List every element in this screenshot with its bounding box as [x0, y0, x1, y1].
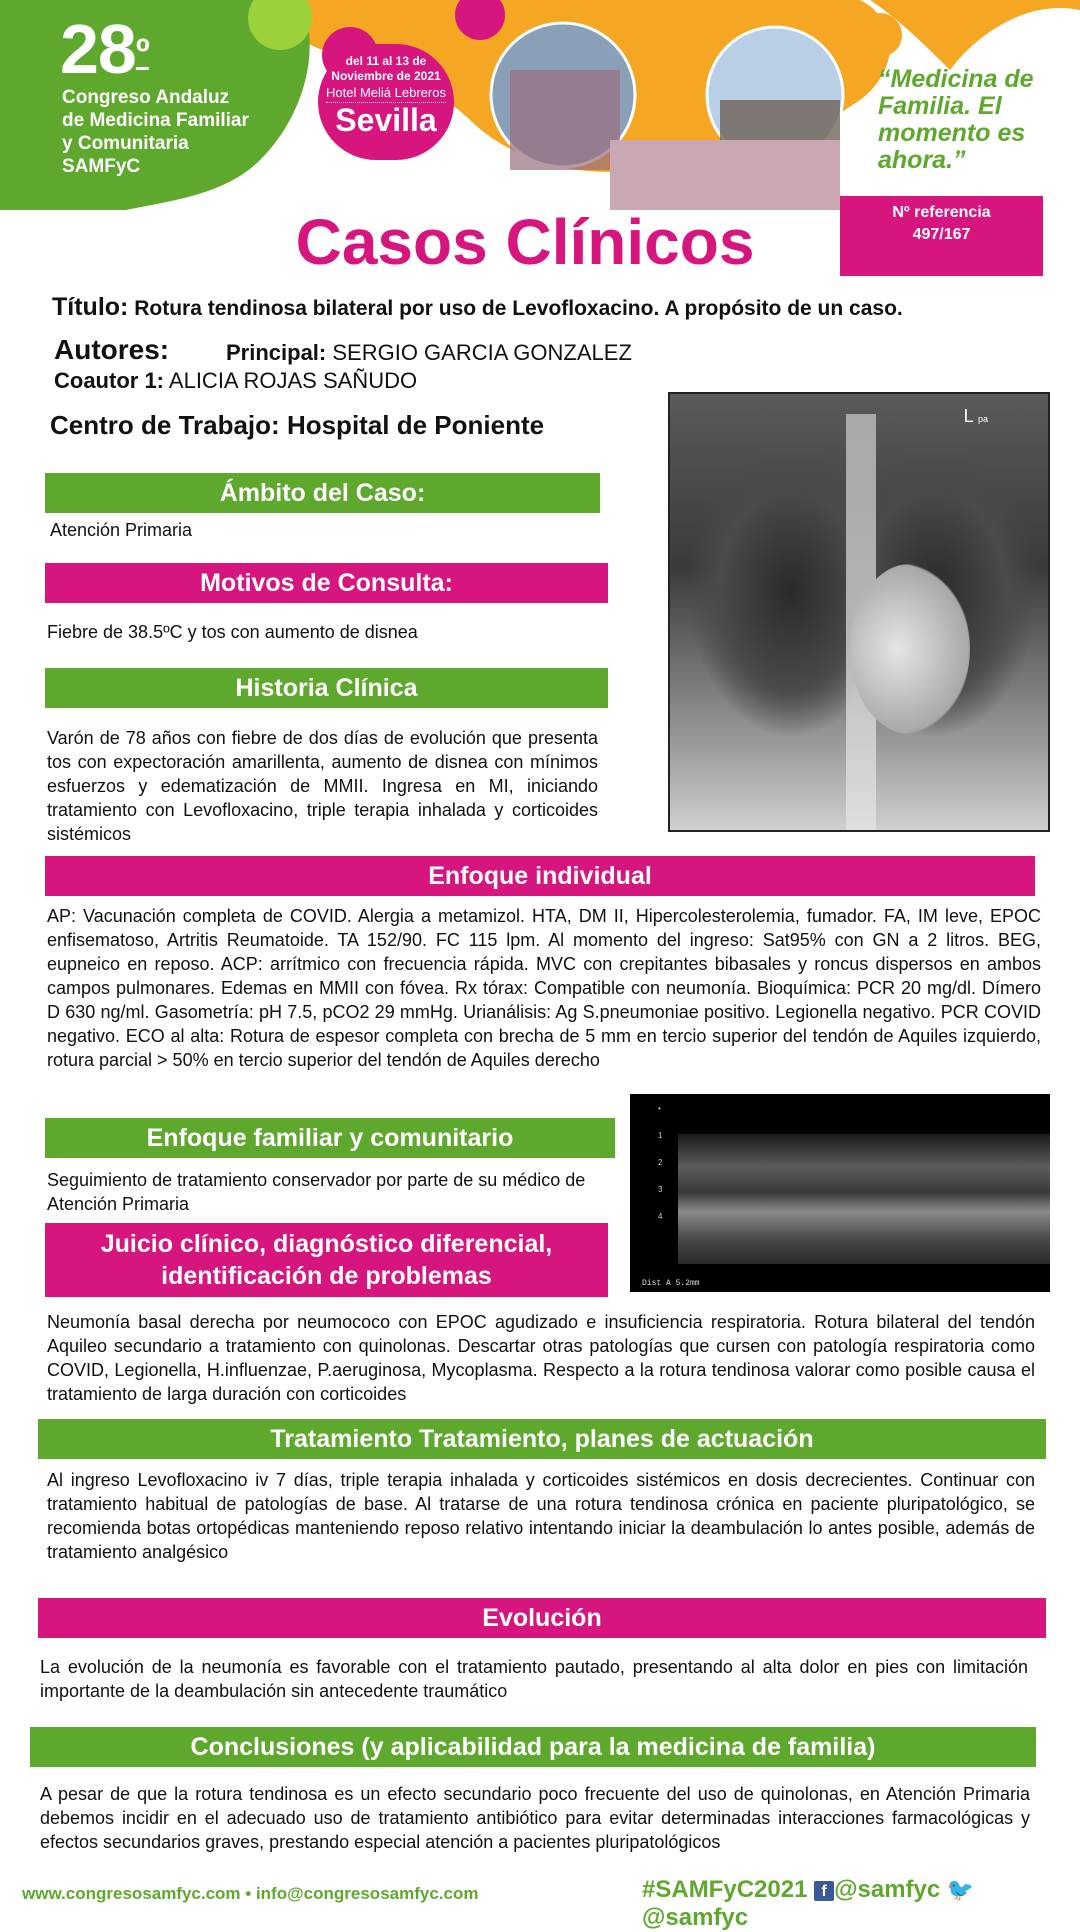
section-header-enfoque-familiar: Enfoque familiar y comunitario: [45, 1118, 615, 1158]
xray-marker: L pa: [963, 406, 988, 426]
juicio-text: Neumonía basal derecha por neumococo con EPOC agudizado e insuficiencia respiratoria. Rotura bilateral del tendón Aquileo secundario a tratamiento con quinolonas. Descartar otras patologías que cursen con patología respiratoria como COVID, Legionella, H.influenzae, P.aeruginosa, Mycoplasma. Respecto a la rotura tendinosa valorar como posible causa el tratamiento de larga duración con corticoides: [47, 1312, 1035, 1404]
footer-facebook: @samfyc: [834, 1876, 941, 1903]
congress-slogan: “Medicina de Familia. El momento es ahora.”: [878, 65, 1034, 174]
conclusiones-text: A pesar de que la rotura tendinosa es un efecto secundario poco frecuente del uso de quinolonas, en Atención Primaria debemos incidir en el adecuado uso de tratamiento antibiótico para evitar determinadas interacciones farmacológicas y efectos secundarios graves, prestando especial atención a pacientes pluripatológicos: [40, 1784, 1030, 1852]
section-header-ambito: Ámbito del Caso:: [45, 473, 600, 513]
section-header-enfoque-individual: Enfoque individual: [45, 856, 1035, 896]
work-center: Centro de Trabajo: Hospital de Poniente: [50, 410, 545, 440]
footer-social: [642, 1876, 1080, 1932]
date-venue-badge: del 11 al 13 de Noviembre de 2021 Hotel Meliá Lebreros Sevilla: [318, 44, 454, 160]
enfoque-familiar-text: Seguimiento de tratamiento conservador por parte de su médico de Atención Primaria: [47, 1170, 586, 1214]
evolucion-text: La evolución de la neumonía es favorable con el tratamiento pautado, presentando al alta dolor en pies con limitación importante de la deambulación sin antecedente traumático: [40, 1657, 1028, 1701]
section-header-conclusiones: Conclusiones (y aplicabilidad para la medicina de familia): [30, 1727, 1036, 1767]
page-title: Casos Clínicos: [295, 206, 755, 278]
section-header-juicio: Juicio clínico, diagnóstico diferencial, identificación de problemas: [45, 1223, 608, 1297]
footer-contact: www.congresosamfyc.com • info@congresosamfyc.com: [22, 1884, 479, 1903]
section-header-historia: Historia Clínica: [45, 668, 608, 708]
authors-label: Autores:: [54, 334, 170, 365]
congress-name: Congreso Andaluz de Medicina Familiar y Comunitaria SAMFyC: [62, 87, 249, 177]
enfoque-individual-text: AP: Vacunación completa de COVID. Alergia a metamizol. HTA, DM II, Hipercolesterolemia, fumador. FA, IM leve, EPOC enfisematoso, Artritis Reumatoide. TA 152/90. FC 115 lpm. Al momento del ingreso: Sat95% con GN a 2 litros. BEG, eupneico en reposo. ACP: arrítmico con frecuencia rápida. MVC con crepitantes bibasales y roncus dispersos en ambos campos pulmonares. Edemas en MMII con fóvea. Rx tórax: Compatible con neumonía. Bioquímica: PCR 20 mg/dl. Dímero D 630 ng/ml. Gasometría: pH 7.5, pCO2 29 mmHg. Urianálisis: Ag S.pneumoniae positivo. Legionella negativo. PCR COVID negativo. ECO al alta: Rotura de espesor completa con brecha de 5 mm en tercio superior del tendón de Aquiles izquierdo, rotura parcial > 50% en tercio superior del tendón de Aquiles derecho: [47, 906, 1041, 1070]
twitter-icon: 🐦: [946, 1877, 975, 1902]
edition-number: $28^º$: [60, 10, 149, 88]
motivos-text: Fiebre de 38.5ºC y tos con aumento de disnea: [47, 622, 418, 642]
coauthor: Coautor 1: ALICIA ROJAS SAÑUDO: [54, 368, 418, 393]
ultrasound-caption: Dist A 5.2mm: [642, 1279, 700, 1288]
footer-hashtag: #SAMFyC2021: [642, 1876, 808, 1903]
facebook-icon: f: [814, 1881, 834, 1901]
principal-author: Principal: SERGIO GARCIA GONZALEZ: [226, 340, 632, 365]
historia-text: Varón de 78 años con fiebre de dos días de evolución que presenta tos con expectoración amarillenta, aumento de disnea con mínimos esfuerzos y edematización de MMII. Ingresa en MI, iniciando tratamiento con Levofloxacino, triple terapia inhalada y corticoides sistémicos: [47, 728, 598, 844]
ambito-text: Atención Primaria: [50, 520, 193, 540]
case-title: Título: Rotura tendinosa bilateral por uso de Levofloxacino. A propósito de un caso.: [52, 293, 903, 321]
tratamiento-text: Al ingreso Levofloxacino iv 7 días, triple terapia inhalada y corticoides sistémicos en dosis decrecientes. Continuar con tratamiento habitual de patologías de base. Al tratarse de una rotura tendinosa crónica en paciente pluripatológico, se recomienda botas ortopédicas manteniendo reposo relativo intentando iniciar la deambulación lo antes posible, además de tratamiento analgésico: [47, 1470, 1035, 1562]
section-header-tratamiento: Tratamiento Tratamiento, planes de actuación: [38, 1419, 1046, 1459]
reference-box: Nº referencia 497/167: [840, 196, 1043, 276]
section-header-evolucion: Evolución: [38, 1598, 1046, 1638]
chest-xray-image: [668, 392, 1050, 832]
section-header-motivos: Motivos de Consulta:: [45, 563, 608, 603]
ultrasound-image: • 1 2 3 4 Dist A 5.2mm: [630, 1094, 1050, 1292]
footer-twitter: @samfyc: [642, 1904, 749, 1931]
